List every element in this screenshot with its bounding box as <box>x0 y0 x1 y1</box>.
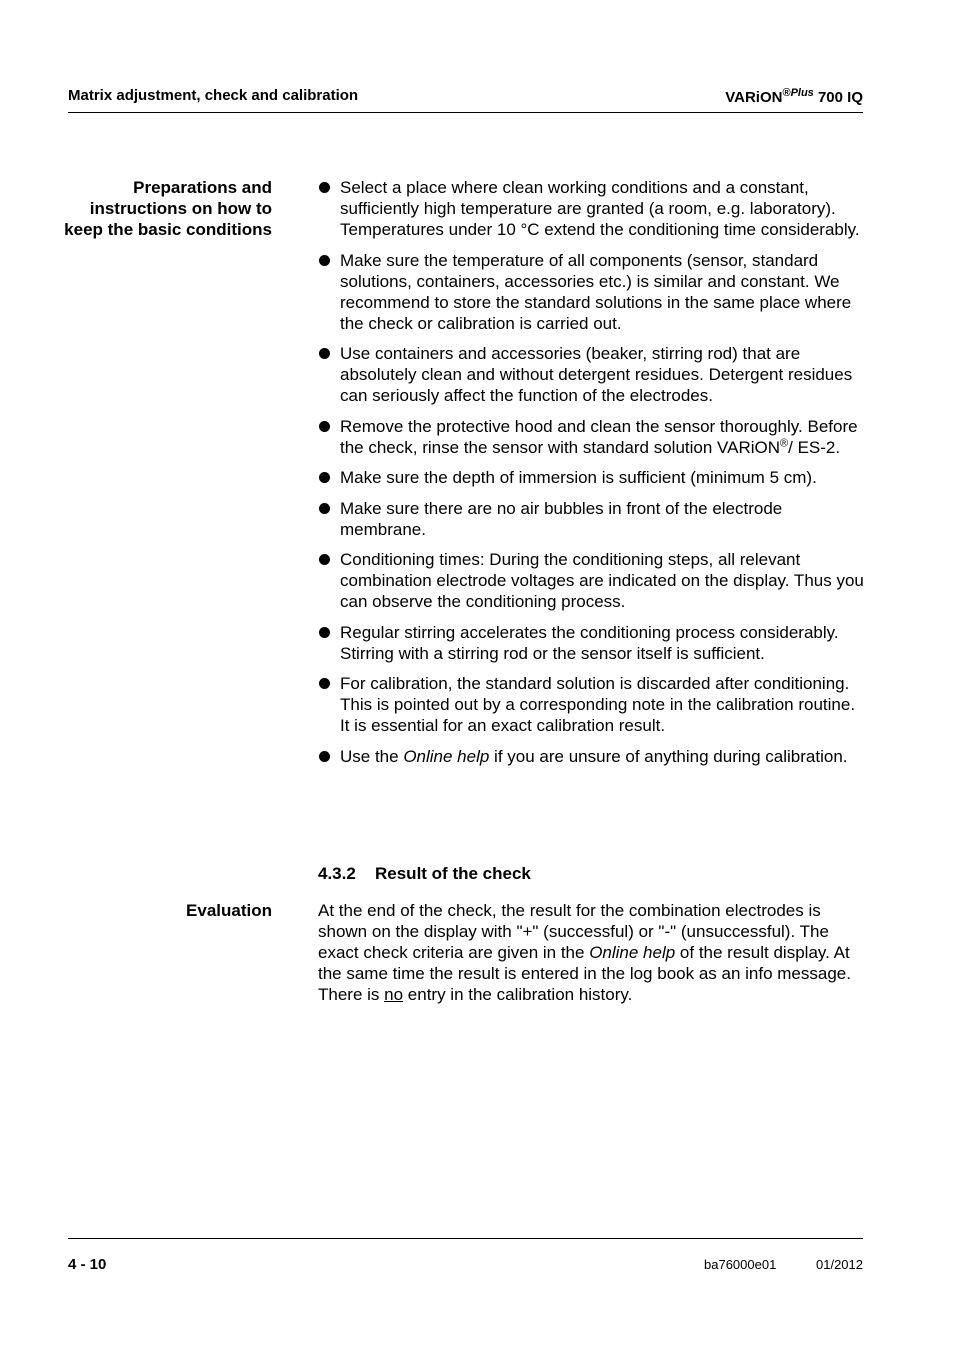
list-item <box>318 177 868 240</box>
page-header <box>68 84 863 108</box>
registered-mark: ® <box>780 436 789 449</box>
list-item-text: Make sure the depth of immersion is sufficient (minimum 5 cm). <box>340 468 817 487</box>
list-item <box>318 746 868 767</box>
evaluation-label: Evaluation <box>186 901 272 920</box>
online-help-reference: Online help <box>589 943 676 962</box>
bullet-icon <box>319 751 330 762</box>
header-divider <box>68 112 863 113</box>
evaluation-text: At the end of the check, the result for the combination electrodes is shown on the display with "+" (successful) or "-" (unsuccessful). The exact check criteria are given in the <box>318 901 829 962</box>
bullet-icon <box>319 421 330 432</box>
list-item-text: / ES-2. <box>788 437 841 457</box>
evaluation-text: of the result display. At the same time the result is entered in the log book as an info message. There is <box>318 943 851 1004</box>
section-title: Result of the check <box>375 864 531 883</box>
list-item <box>318 498 868 540</box>
emphasis-no: no <box>384 985 404 1004</box>
bullet-icon <box>319 503 330 514</box>
list-item-text: Make sure the temperature of all components (sensor, standard solutions, containers, accessories etc.) is similar and constant. We recommend to store the standard solutions in the same place where the check or calibration is carried out. <box>340 250 852 333</box>
list-item-text: Regular stirring accelerates the conditioning process considerably. Stirring with a stirring rod or the sensor itself is sufficient. <box>340 622 839 663</box>
list-item-text: if you are unsure of anything during calibration. <box>489 746 848 766</box>
document-id: ba76000e01 <box>704 1257 777 1272</box>
list-item <box>318 250 868 334</box>
list-item-text: Conditioning times: During the conditioning steps, all relevant combination electrode voltages are indicated on the display. Thus you can observe the conditioning process. <box>340 550 864 611</box>
list-item-text: Use containers and accessories (beaker, stirring rod) that are absolutely clean and without detergent residues. Detergent residues can seriously affect the function of the electrodes. <box>340 344 853 405</box>
list-item <box>318 622 868 664</box>
evaluation-text: entry in the calibration history. <box>403 985 633 1004</box>
list-item-text: Select a place where clean working conditions and a constant, sufficiently high temperature are granted (a room, e.g. laboratory). Temperatures under 10 °C extend the conditioning time considerably. <box>340 178 860 239</box>
section-heading <box>318 863 531 884</box>
bullet-icon <box>319 348 330 359</box>
online-help-reference: Online help <box>403 746 490 766</box>
footer-divider <box>68 1238 863 1239</box>
list-item-text: For calibration, the standard solution is discarded after conditioning. This is pointed out by a corresponding note in the calibration routine. It is essential for an exact calibration result. <box>340 674 856 735</box>
preparations-list <box>318 177 868 776</box>
bullet-icon <box>319 554 330 565</box>
preparations-label: Preparations and instructions on how to keep the basic conditions <box>64 178 272 239</box>
list-item-text: Make sure there are no air bubbles in front of the electrode membrane. <box>340 498 783 539</box>
list-item <box>318 549 868 612</box>
bullet-icon <box>319 182 330 193</box>
list-item-text: Remove the protective hood and clean the sensor thoroughly. Before the check, rinse the sensor with standard solution VARiON <box>340 416 858 457</box>
list-item <box>318 343 868 406</box>
list-item <box>318 467 868 488</box>
registered-mark: ® <box>782 87 791 99</box>
list-item <box>318 673 868 736</box>
page-number: 4 - 10 <box>68 1256 107 1273</box>
bullet-icon <box>319 472 330 483</box>
product-name <box>725 87 863 106</box>
bullet-icon <box>319 255 330 266</box>
bullet-icon <box>319 678 330 689</box>
bullet-icon <box>319 627 330 638</box>
document-date: 01/2012 <box>816 1257 863 1272</box>
list-item <box>318 416 868 458</box>
list-item-text: Use the <box>340 746 404 766</box>
chapter-title: Matrix adjustment, check and calibration <box>68 87 359 104</box>
evaluation-paragraph <box>318 900 866 1005</box>
product-model: 700 IQ <box>813 89 863 106</box>
product-plus: Plus <box>790 87 814 99</box>
section-number: 4.3.2 <box>318 864 356 883</box>
product-brand: VARiON <box>725 89 783 106</box>
